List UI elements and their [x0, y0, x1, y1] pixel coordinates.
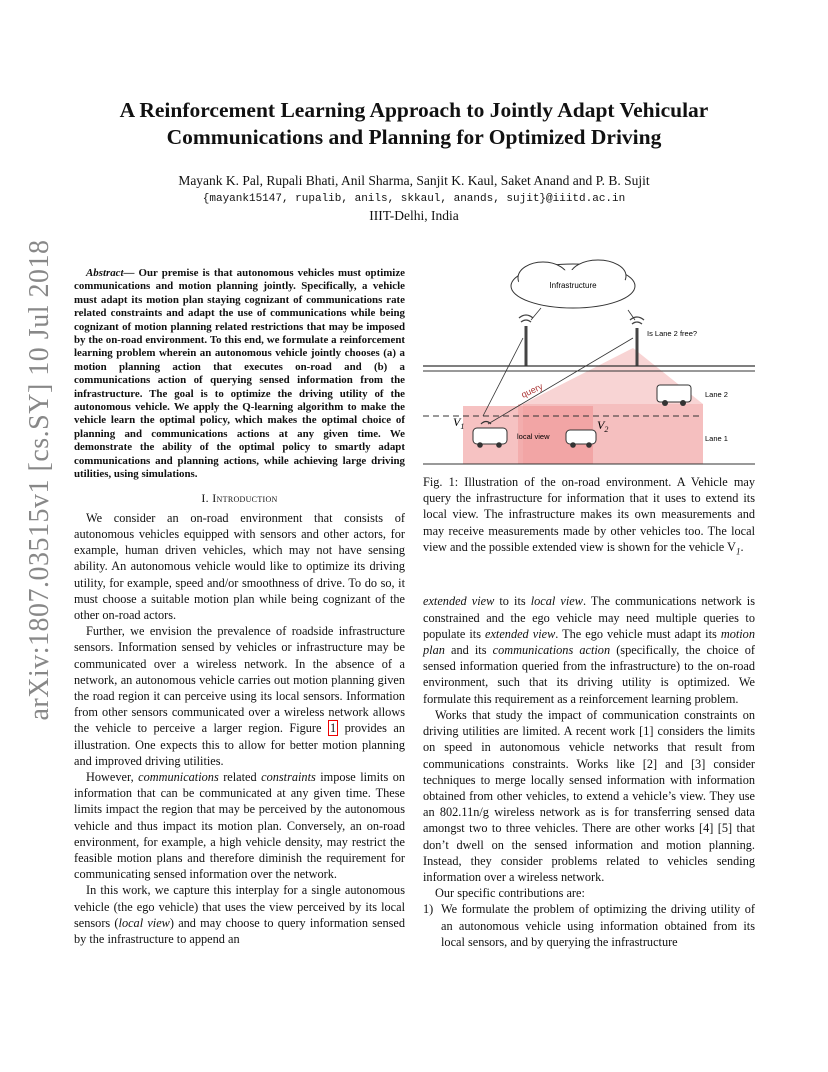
affiliation: IIIT-Delhi, India	[369, 208, 459, 223]
v1-label: $V_1$	[453, 415, 465, 431]
infrastructure-label: Infrastructure	[549, 281, 597, 290]
title-line-1: A Reinforcement Learning Approach to Jointly Adapt Vehicular	[119, 98, 709, 122]
response-arrow	[483, 338, 523, 416]
question-label: Is Lane 2 free?	[647, 329, 698, 338]
arxiv-id: arXiv:1807.03515v1 [cs.SY] 10 Jul 2018	[24, 239, 55, 721]
uplink-arrow	[531, 308, 541, 320]
abstract-label: Abstract	[86, 267, 124, 279]
wifi-icon	[519, 315, 533, 322]
lane-1-label: Lane 1	[705, 434, 728, 443]
figure-1-illustration	[423, 256, 755, 468]
abstract	[74, 267, 405, 482]
v2-label: $V_2$	[597, 418, 609, 434]
figure-1-caption: Fig. 1: Illustration of the on-road environment. A Vehicle may query the infrastructure for information that it uses to extend its local view. The infrastructure makes its own measurements and may receive measurements made by other vehicles too. The local view and the possible extended view is shown for the vehicle $V_1$.	[423, 475, 755, 557]
left-column	[74, 267, 405, 947]
intro-paragraph-4: In this work, we capture this interplay for a single autonomous vehicle (the ego vehicle) that uses the view perceived by its local sensors (local view) and may choose to query information sensed by the infrastructure to append an	[74, 883, 405, 946]
abstract-text: — Our premise is that autonomous vehicles must optimize communications and motion planning jointly. Specifically, a vehicle must adapt its motion plan staying cognizant of communications rate related constraints and adapt the use of communications while being cognizant of motion planning related restrictions that may be imposed by the on-road environment. To this end, we formulate a reinforcement learning problem wherein an autonomous vehicle jointly chooses (a) a motion planning action that executes on-road and (b) a communications action of querying sensed information from the infrastructure. The goal is to optimize the driving utility of the autonomous vehicle. We apply the Q-learning algorithm to make the vehicle learn the optimal policy, which makes the optimal choice of planning and communications actions at any given time. We demonstrate the ability of the optimal policy to smartly adapt communications and planning actions, while achieving large driving utilities, using simulations.	[74, 267, 405, 481]
right-paragraph-1: extended view to its local view. The communications network is constrained and the ego vehicle may need multiple queries to populate its extended view. The ego vehicle must adapt its motion plan and its communications action (specifically, the choice of sensed information queried from the infrastructure) to the on-road environment, such that its driving utility is optimized. We formulate this requirement as a reinforcement learning problem.	[423, 594, 755, 706]
intro-paragraph-2: Further, we envision the prevalence of roadside infrastructure sensors. Information sensed by vehicles or infrastructure may be communicated over a wireless network. In the absence of a network, an autonomous vehicle carries out motion planning given the road region it can perceive using its local sensors. Information from other sensors communicated over a wireless network allows the vehicle to perceive a larger region. Figure 1 provides an illustration. One expects this to allow for better motion planning and improved driving utilities.	[74, 624, 405, 768]
lane-2-label: Lane 2	[705, 390, 728, 399]
intro-paragraph-3: However, communications related constraints impose limits on information that can be communicated at any given time. These limits impact the region that may be perceived by the autonomous vehicle and thus impact its motion plan. Conversely, an on-road environment, for example, a high vehicle density, may restrict the feasible motion plans and therefore diminish the requirement for communicating sensed information over the network.	[74, 769, 405, 882]
wifi-icon	[630, 317, 644, 324]
intro-paragraph-1: We consider an on-road environment that consists of autonomous vehicles equipped with sensors and other actors, for example, human driven vehicles, which may not have sensing ability. An autonomous vehicle would like to optimize its driving utility, for example, speed and/or smoothness of drive. To do so, it must choose a suitable motion plan while being cognizant of the other on-road actors.	[74, 510, 405, 622]
query-label: query	[519, 381, 545, 400]
road-environment-diagram	[423, 256, 755, 468]
paper-title	[60, 97, 768, 151]
author-emails: {mayank15147, rupalib, anils, skkaul, anands, sujit}@iiitd.ac.in	[202, 193, 626, 205]
local-view-label: local view	[517, 432, 550, 441]
right-paragraph-3: Our specific contributions are:	[435, 886, 585, 901]
contributions-list	[423, 901, 755, 950]
right-paragraph-2: Works that study the impact of communication constraints on driving utilities are limited. A recent work [1] considers the limits on speed in autonomous vehicle networks that result from communications constraints. Works like [2] and [3] consider techniques to merge locally sensed information with information obtained from other vehicles, to extend a vehicle’s view. They use an 802.11n/g wireless network as is for transferring sensed data amongst two to three vehicles. There are other works [4] [5] that don’t dwell on the sensed information and motion planning. Instead, they consider problems related to vehicles sending information over a wireless network.	[423, 707, 755, 884]
arxiv-sidebar-stamp	[10, 239, 70, 721]
list-item: 1) We formulate the problem of optimizing the driving utility of an autonomous vehicle using information obtained from its local sensors, and by querying the infrastructure	[423, 902, 755, 949]
figure-1-link[interactable]: 1	[329, 721, 337, 736]
title-line-2: Communications and Planning for Optimized Driving	[166, 125, 662, 149]
right-column	[423, 474, 755, 950]
author-list: Mayank K. Pal, Rupali Bhati, Anil Sharma, Sanjit K. Kaul, Saket Anand and P. B. Sujit	[178, 173, 650, 188]
section-heading-introduction: I. Introduction	[201, 490, 278, 505]
